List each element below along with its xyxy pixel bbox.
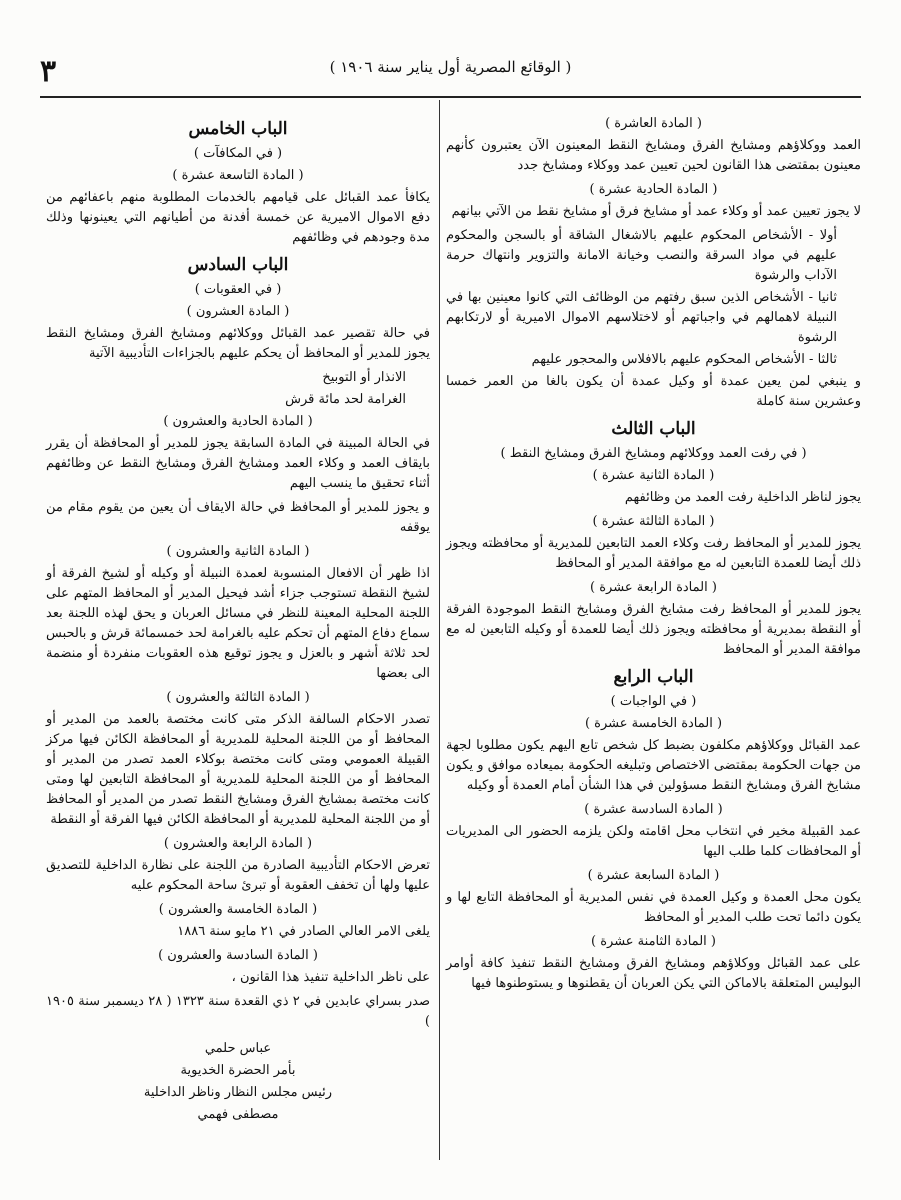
left-column [46,112,430,1126]
article-title: ( المادة الخامسة والعشرون ) [158,902,318,917]
article-title: ( المادة الحادية عشرة ) [589,182,718,197]
list-item: الانذار أو التوبيخ [322,370,406,385]
chapter-subtitle: ( في رفت العمد ووكلائهم ومشايخ الفرق ومشايخ النقط ) [500,446,807,461]
khedive-signature: عباس حلمي [204,1041,272,1056]
chapter-subtitle: ( في الواجبات ) [610,694,697,709]
article-title: ( المادة الثانية والعشرون ) [166,544,310,559]
article-text: العمد ووكلاؤهم ومشايخ الفرق ومشايخ النقط المعينون الآن يعتبرون كأنهم معينون بمقتضى هذا القانون لحين تعيين عمد ووكلاء ومشايخ جدد [446,138,861,173]
article-title: ( المادة الثالثة عشرة ) [592,514,715,529]
article-title: ( المادة الرابعة عشرة ) [590,580,717,595]
article-text: يلغى الامر العالي الصادر في ٢١ مايو سنة ١٨٨٦ [177,924,430,939]
article-title: ( المادة السادسة والعشرون ) [158,948,318,963]
header-rule [40,96,861,98]
article-text: على ناظر الداخلية تنفيذ هذا القانون ، [231,970,430,985]
running-title: ( الوقائع المصرية أول يناير سنة ١٩٠٦ ) [329,58,572,76]
list-item: ثانيا - الأشخاص الذين سبق رفتهم من الوظائف التي كانوا معينين بها في النبيلة لاهمالهم في واجباتهم أو لاختلاسهم الاموال الاميرية أو لارتكابهم الرشوة [446,290,837,345]
article-text: اذا ظهر أن الافعال المنسوبة لعمدة النبيلة أو وكيله أو لشيخ الفرقة أو لشيخ النقطة تستوجب جزاء أشد فيحيل المدير أو المحافظ المتهم على اللجنة المحلية المعينة للنظر في مسائل العربان و يحق لهذه اللجنة بعد سماع دفاع المتهم أن تحكم عليه بالغرامة لحد خمسمائة قرش و بالحبس لحد ثلاثة أشهر و بالعزل و يجوز توقيع هذه العقوبات منفردة أو منضمة الى بعضها [46,566,430,681]
article-title: ( المادة الرابعة والعشرون ) [163,836,313,851]
article-title: ( المادة التاسعة عشرة ) [172,168,304,183]
article-text: و ينبغي لمن يعين عمدة أو وكيل عمدة أن يكون بالغا من العمر خمسا وعشرين سنة كاملة [446,374,861,409]
article-text: تعرض الاحكام التأديبية الصادرة من اللجنة على نظارة الداخلية للتصديق عليها ولها أن تخفف العقوبة أو تبرئ ساحة المحكوم عليه [46,858,430,893]
article-text: على عمد القبائل ووكلاؤهم ومشايخ الفرق ومشايخ النقط تنفيذ كافة أوامر البوليس المتعلقة بالاماكن التي يكن العربان أن يقطنوها و يستوطنوها فيها [446,956,861,991]
issued-line: صدر بسراي عابدين في ٢ ذي القعدة سنة ١٣٢٣ ( ٢٨ ديسمبر سنة ١٩٠٥ ) [46,994,430,1029]
article-title: ( المادة الثالثة والعشرون ) [166,690,310,705]
article-text: و يجوز للمدير أو المحافظ في حالة الايقاف أن يعين من يقوم مقام من يوقفه [46,500,430,535]
article-text: يجوز للمدير أو المحافظ رفت وكلاء العمد التابعين للمديرية أو محافظته ويجوز ذلك أيضا للعمدة التابعين له مع موافقة المدير أو المحافظ [446,536,861,571]
chapter-subtitle: ( في المكافآت ) [193,146,283,161]
list-item: الغرامة لحد مائة قرش [285,392,406,407]
page-header [40,52,861,92]
article-title: ( المادة الحادية والعشرون ) [163,414,313,429]
article-text: في الحالة المبينة في المادة السابقة يجوز للمدير أو المحافظة أن يقرر بايقاف العمد و وكلاء العمد ومشايخ الفرق ومشايخ النقط عن وظائفهم أثناء تحقيق ما ينسب اليهم [46,436,430,491]
article-title: ( المادة السابعة عشرة ) [587,868,720,883]
minister-title: رئيس مجلس النظار وناظر الداخلية [143,1085,333,1100]
article-text: لا يجوز تعيين عمد أو وكلاء عمد أو مشايخ فرق أو مشايخ نقط من الآتي بيانهم [451,204,861,219]
article-text: يجوز لناظر الداخلية رفت العمد من وظائفهم [624,490,861,505]
article-title: ( المادة السادسة عشرة ) [584,802,723,817]
signature-block [46,1038,430,1126]
right-column [446,112,861,998]
chapter-title: الباب الرابع [613,667,694,687]
article-title: ( المادة الخامسة عشرة ) [584,716,723,731]
list-item: ثالثا - الأشخاص المحكوم عليهم بالافلاس والمحجور عليهم [531,352,837,367]
article-text: في حالة تقصير عمد القبائل ووكلائهم ومشايخ الفرق ومشايخ النقط يجوز للمدير أو المحافظ أن يحكم عليهم بالجزاءات التأديبية الآتية [46,326,430,361]
article-text: عمد القبائل ووكلاؤهم مكلفون بضبط كل شخص تابع اليهم يكون مطلوبا لجهة من جهات الحكومة بمقتضى الاختصاص وتبليغه الحكومة بميعاده موافق و يكون مشايخ الفرق ومشايخ النقط مسؤولين في هذا الشأن أمام العمدة أو وكيله [446,738,861,793]
by-order-line: بأمر الحضرة الخديوية [180,1063,296,1078]
article-title: ( المادة العاشرة ) [605,116,702,131]
article-text: عمد القبيلة مخير في انتخاب محل اقامته ولكن يلزمه الحضور الى المديريات أو المحافظات كلما طلب اليها [446,824,861,859]
article-text: يكون محل العمدة و وكيل العمدة في نفس المديرية أو المحافظة التابع لها و يكون دائما تحت طلب المدير أو المحافظ [446,890,861,925]
article-title: ( المادة الثانية عشرة ) [592,468,715,483]
list-item: أولا - الأشخاص المحكوم عليهم بالاشغال الشاقة أو بالسجن والمحكوم عليهم في مواد السرقة والنصب وخيانة الامانة والتزوير وانتهاك حرمة الآداب والرشوة [446,228,837,283]
chapter-title: الباب الخامس [188,119,288,139]
column-divider [439,100,440,1160]
article-title: ( المادة العشرون ) [186,304,290,319]
article-text: يكافأ عمد القبائل على قيامهم بالخدمات المطلوبة منهم باعفائهم من دفع الاموال الاميرية عن خمسة أفدنة من أطيانهم التي يعينونها وذلك مدة وجودهم في وظائفهم [46,190,430,245]
article-text: يجوز للمدير أو المحافظ رفت مشايخ الفرق ومشايخ النقط الموجودة الفرقة أو النقطة بمديرية أو محافظته ويجوز ذلك أيضا للعمدة أو وكيله التابعين له مع موافقة المدير أو المحافظ [446,602,861,657]
article-text: تصدر الاحكام السالفة الذكر متى كانت مختصة بالعمد من المدير أو المحافظ أو من اللجنة المحلية للمديرية أو المحافظة الكائن فيها مركز القبيلة العمومي ومتى كانت مختصة بوكلاء العمد تصدر من المدير أو المحافظ أو من اللجنة المحلية للمديرية أو المحافظة التابعين لها ومتى كانت مختصة بمشايخ الفرق ومشايخ النقط تصدر من المدير أو المحافظ أو من اللجنة المحلية للمديرية أو المحافظة الكائن فيها الفرقة أو النقطة [46,712,430,827]
chapter-title: الباب الثالث [611,419,696,439]
minister-name: مصطفى فهمي [197,1107,279,1122]
chapter-title: الباب السادس [187,255,289,275]
article-title: ( المادة الثامنة عشرة ) [591,934,716,949]
page-number: ٣ [40,54,57,89]
chapter-subtitle: ( في العقوبات ) [194,282,282,297]
